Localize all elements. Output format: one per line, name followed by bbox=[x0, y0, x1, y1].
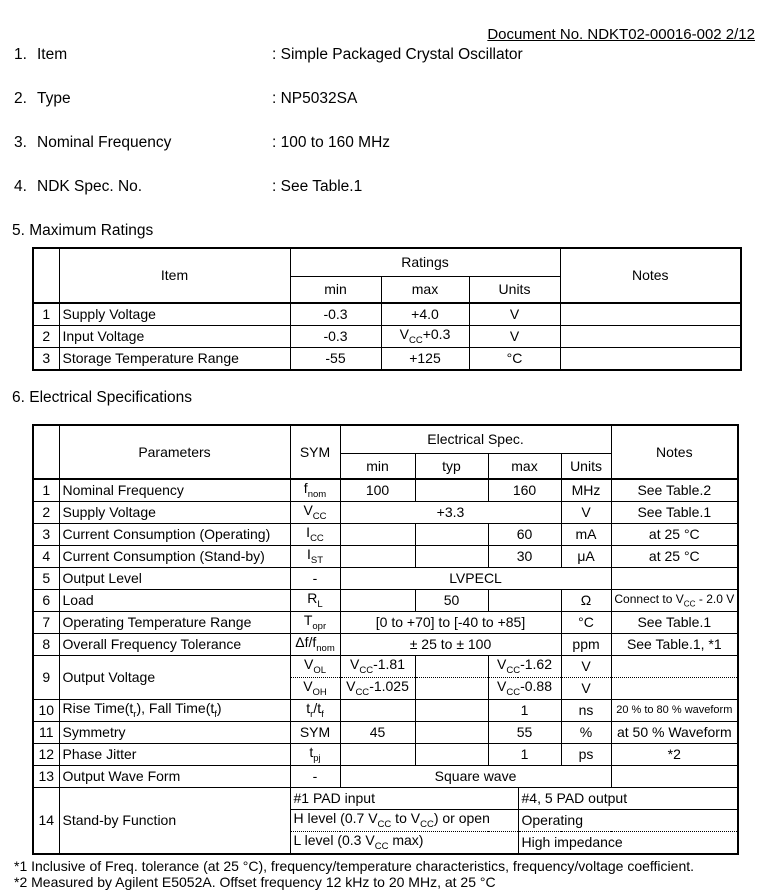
units-cell: °C bbox=[561, 612, 611, 634]
header-typ: typ bbox=[415, 454, 488, 480]
value-cell: [0 to +70] to [-40 to +85] bbox=[340, 612, 561, 634]
header-units: Units bbox=[469, 277, 560, 304]
max-cell: $V_{CC}-0.88$ bbox=[488, 678, 561, 700]
standby-output-cell: High impedance bbox=[518, 832, 738, 855]
row-number-cell: 3 bbox=[33, 524, 59, 546]
standby-output-cell: #4, 5 PAD output bbox=[518, 788, 738, 810]
min-cell bbox=[340, 590, 415, 612]
max-cell: $V_{CC}+0.3$ bbox=[381, 326, 469, 348]
sym-cell: - bbox=[290, 568, 340, 590]
sym-cell: SYM bbox=[290, 722, 340, 744]
table-header-row bbox=[33, 425, 738, 454]
typ-cell bbox=[415, 700, 488, 722]
typ-cell bbox=[415, 744, 488, 766]
row-number-cell: 11 bbox=[33, 722, 59, 744]
min-cell: 45 bbox=[340, 722, 415, 744]
parameter-cell: Overall Frequency Tolerance bbox=[59, 634, 290, 656]
sym-cell: $f_{nom}$ bbox=[290, 479, 340, 502]
notes-cell bbox=[611, 656, 738, 678]
sym-cell: $V_{OL}$ bbox=[290, 656, 340, 678]
notes-cell: See Table.2 bbox=[611, 479, 738, 502]
table-row bbox=[33, 303, 741, 326]
row-number-cell: 14 bbox=[33, 788, 59, 855]
table-row bbox=[33, 722, 738, 744]
table-row bbox=[33, 348, 741, 371]
document-header bbox=[12, 26, 755, 44]
parameter-cell: Operating Temperature Range bbox=[59, 612, 290, 634]
typ-cell bbox=[415, 722, 488, 744]
header-ratings: Ratings bbox=[290, 248, 560, 277]
table-row bbox=[33, 788, 738, 810]
max-cell: +125 bbox=[381, 348, 469, 371]
sym-cell: $\Delta f/f_{nom}$ bbox=[290, 634, 340, 656]
units-cell: V bbox=[561, 678, 611, 700]
sym-cell: $V_{CC}$ bbox=[290, 502, 340, 524]
notes-cell: at 25 °C bbox=[611, 524, 738, 546]
table-row bbox=[33, 634, 738, 656]
sym-cell: $I_{CC}$ bbox=[290, 524, 340, 546]
value-cell: ± 25 to ± 100 bbox=[340, 634, 561, 656]
section-5-title: 5. Maximum Ratings bbox=[12, 222, 755, 240]
min-cell: $V_{CC}-1.81$ bbox=[340, 656, 415, 678]
table-row bbox=[33, 524, 738, 546]
min-cell bbox=[340, 546, 415, 568]
max-cell: 1 bbox=[488, 744, 561, 766]
sym-cell: $R_L$ bbox=[290, 590, 340, 612]
table-row bbox=[33, 546, 738, 568]
item-cell: Supply Voltage bbox=[59, 303, 290, 326]
max-cell: 55 bbox=[488, 722, 561, 744]
max-cell: $V_{CC}-1.62$ bbox=[488, 656, 561, 678]
units-cell: mA bbox=[561, 524, 611, 546]
sym-cell: $t_r/t_f$ bbox=[290, 700, 340, 722]
parameter-cell: Stand-by Function bbox=[59, 788, 290, 855]
row-number-cell: 3 bbox=[33, 348, 59, 371]
max-cell: 30 bbox=[488, 546, 561, 568]
min-cell: -0.3 bbox=[290, 326, 381, 348]
min-cell: 100 bbox=[340, 479, 415, 502]
table-row bbox=[33, 700, 738, 722]
typ-cell bbox=[415, 656, 488, 678]
item-cell: Input Voltage bbox=[59, 326, 290, 348]
row-number-cell: 1 bbox=[33, 303, 59, 326]
item-number: 3. bbox=[14, 134, 37, 152]
typ-cell bbox=[415, 479, 488, 502]
units-cell: Ω bbox=[561, 590, 611, 612]
item-cell: Storage Temperature Range bbox=[59, 348, 290, 371]
notes-cell: at 25 °C bbox=[611, 546, 738, 568]
typ-cell bbox=[415, 678, 488, 700]
notes-cell: See Table.1, *1 bbox=[611, 634, 738, 656]
parameter-cell: Symmetry bbox=[59, 722, 290, 744]
value-cell: LVPECL bbox=[340, 568, 611, 590]
standby-input-cell: #1 PAD input bbox=[290, 788, 518, 810]
max-cell: +4.0 bbox=[381, 303, 469, 326]
header-corner bbox=[33, 425, 59, 479]
units-cell: V bbox=[469, 303, 560, 326]
row-number-cell: 6 bbox=[33, 590, 59, 612]
standby-input-cell: L level (0.3 $V_{CC}$ max) bbox=[290, 832, 518, 855]
table-row bbox=[33, 744, 738, 766]
header-notes: Notes bbox=[560, 248, 741, 303]
parameter-cell: Nominal Frequency bbox=[59, 479, 290, 502]
units-cell: ppm bbox=[561, 634, 611, 656]
row-number-cell: 9 bbox=[33, 656, 59, 700]
footnote-1: *1 Inclusive of Freq. tolerance (at 25 °C), frequency/temperature characteristics, frequency/voltage coefficient. bbox=[14, 859, 755, 875]
table-row bbox=[33, 612, 738, 634]
units-cell: ns bbox=[561, 700, 611, 722]
min-cell: -0.3 bbox=[290, 303, 381, 326]
standby-input-cell: H level (0.7 $V_{CC}$ to $V_{CC}$) or open bbox=[290, 810, 518, 832]
parameter-cell: Current Consumption (Operating) bbox=[59, 524, 290, 546]
electrical-spec-table bbox=[32, 424, 739, 855]
row-number-cell: 12 bbox=[33, 744, 59, 766]
min-cell bbox=[340, 700, 415, 722]
item-row-3 bbox=[12, 134, 755, 152]
parameter-cell: Output Voltage bbox=[59, 656, 290, 700]
min-cell bbox=[340, 744, 415, 766]
notes-cell: at 50 % Waveform bbox=[611, 722, 738, 744]
parameter-cell: Phase Jitter bbox=[59, 744, 290, 766]
notes-cell bbox=[560, 326, 741, 348]
item-label: Type bbox=[37, 90, 272, 108]
min-cell: $V_{CC}-1.025$ bbox=[340, 678, 415, 700]
header-notes: Notes bbox=[611, 425, 738, 479]
item-value: : See Table.1 bbox=[272, 178, 755, 196]
parameter-cell: Current Consumption (Stand-by) bbox=[59, 546, 290, 568]
max-cell: 160 bbox=[488, 479, 561, 502]
item-number: 2. bbox=[14, 90, 37, 108]
row-number-cell: 8 bbox=[33, 634, 59, 656]
row-number-cell: 5 bbox=[33, 568, 59, 590]
item-row-1 bbox=[12, 46, 755, 64]
table-row bbox=[33, 568, 738, 590]
min-cell bbox=[340, 524, 415, 546]
parameter-cell: Output Level bbox=[59, 568, 290, 590]
item-value: : Simple Packaged Crystal Oscillator bbox=[272, 46, 755, 64]
notes-cell: *2 bbox=[611, 744, 738, 766]
units-cell: °C bbox=[469, 348, 560, 371]
notes-cell bbox=[611, 568, 738, 590]
header-corner bbox=[33, 248, 59, 303]
table-row bbox=[33, 590, 738, 612]
parameter-cell: Load bbox=[59, 590, 290, 612]
typ-cell bbox=[415, 546, 488, 568]
units-cell: μA bbox=[561, 546, 611, 568]
units-cell: MHz bbox=[561, 479, 611, 502]
standby-output-cell: Operating bbox=[518, 810, 738, 832]
units-cell: V bbox=[561, 656, 611, 678]
table-row bbox=[33, 656, 738, 678]
notes-cell: 20 % to 80 % waveform bbox=[611, 700, 738, 722]
table-row bbox=[33, 326, 741, 348]
parameter-cell: Rise $Time(t_r)$, Fall $Time(t_f)$ bbox=[59, 700, 290, 722]
item-row-2 bbox=[12, 90, 755, 108]
item-label: Item bbox=[37, 46, 272, 64]
item-value: : 100 to 160 MHz bbox=[272, 134, 755, 152]
header-min: min bbox=[290, 277, 381, 304]
parameter-cell: Supply Voltage bbox=[59, 502, 290, 524]
maximum-ratings-table bbox=[32, 247, 742, 371]
item-list bbox=[12, 46, 755, 196]
value-cell: Square wave bbox=[340, 766, 611, 788]
header-item: Item bbox=[59, 248, 290, 303]
row-number-cell: 4 bbox=[33, 546, 59, 568]
sym-cell: - bbox=[290, 766, 340, 788]
row-number-cell: 1 bbox=[33, 479, 59, 502]
notes-cell: Connect to $V_{CC} - 2.0$ V bbox=[611, 590, 738, 612]
value-cell: +3.3 bbox=[340, 502, 561, 524]
row-number-cell: 10 bbox=[33, 700, 59, 722]
sym-cell: $t_{pj}$ bbox=[290, 744, 340, 766]
item-number: 4. bbox=[14, 178, 37, 196]
header-max: max bbox=[488, 454, 561, 480]
notes-cell bbox=[560, 303, 741, 326]
parameter-cell: Output Wave Form bbox=[59, 766, 290, 788]
sym-cell: $V_{OH}$ bbox=[290, 678, 340, 700]
row-number-cell: 2 bbox=[33, 502, 59, 524]
item-label: NDK Spec. No. bbox=[37, 178, 272, 196]
item-number: 1. bbox=[14, 46, 37, 64]
header-units: Units bbox=[561, 454, 611, 480]
notes-cell: See Table.1 bbox=[611, 502, 738, 524]
notes-cell bbox=[560, 348, 741, 371]
row-number-cell: 2 bbox=[33, 326, 59, 348]
footnote-2: *2 Measured by Agilent E5052A. Offset frequency 12 kHz to 20 MHz, at 25 °C bbox=[14, 875, 755, 890]
table-row bbox=[33, 766, 738, 788]
header-sym: SYM bbox=[290, 425, 340, 479]
item-label: Nominal Frequency bbox=[37, 134, 272, 152]
notes-cell bbox=[611, 766, 738, 788]
table-row bbox=[33, 502, 738, 524]
section-6-title: 6. Electrical Specifications bbox=[12, 389, 755, 407]
header-parameters: Parameters bbox=[59, 425, 290, 479]
min-cell: -55 bbox=[290, 348, 381, 371]
typ-cell bbox=[415, 524, 488, 546]
max-cell: 1 bbox=[488, 700, 561, 722]
sym-cell: $T_{opr}$ bbox=[290, 612, 340, 634]
max-cell: 60 bbox=[488, 524, 561, 546]
notes-cell: See Table.1 bbox=[611, 612, 738, 634]
item-row-4 bbox=[12, 178, 755, 196]
units-cell: V bbox=[561, 502, 611, 524]
item-value: : NP5032SA bbox=[272, 90, 755, 108]
header-min: min bbox=[340, 454, 415, 480]
units-cell: V bbox=[469, 326, 560, 348]
row-number-cell: 13 bbox=[33, 766, 59, 788]
notes-cell bbox=[611, 678, 738, 700]
document-number: Document No. NDKT02-00016-002 2/12 bbox=[487, 26, 755, 43]
header-max: max bbox=[381, 277, 469, 304]
max-cell bbox=[488, 590, 561, 612]
units-cell: ps bbox=[561, 744, 611, 766]
row-number-cell: 7 bbox=[33, 612, 59, 634]
typ-cell: 50 bbox=[415, 590, 488, 612]
table-header-row bbox=[33, 248, 741, 277]
units-cell: % bbox=[561, 722, 611, 744]
table-row bbox=[33, 479, 738, 502]
header-electrical-spec: Electrical Spec. bbox=[340, 425, 611, 454]
sym-cell: $I_{ST}$ bbox=[290, 546, 340, 568]
